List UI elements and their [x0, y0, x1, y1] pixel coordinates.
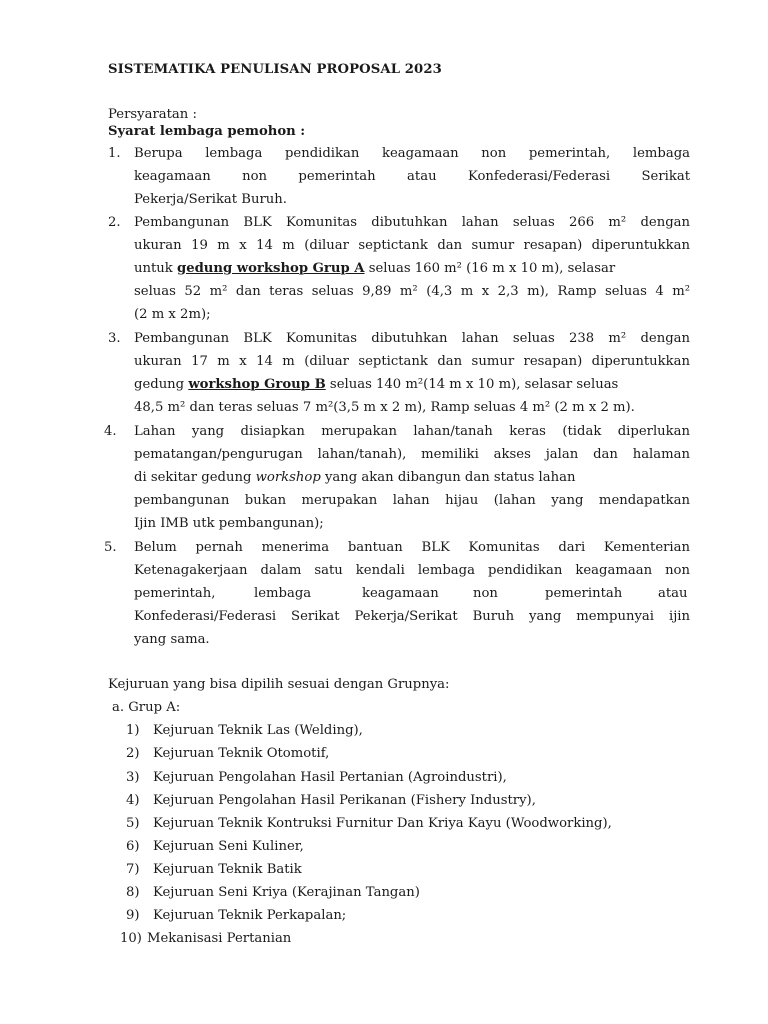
item-line: Pekerja/Serikat Buruh.	[134, 192, 287, 207]
item-line: keagamaan non pemerintah atau Konfederasi/Federasi Serikat	[134, 169, 690, 184]
list-number: 8)	[126, 885, 140, 900]
list-number: 4)	[126, 793, 140, 808]
item-line	[134, 377, 690, 393]
list-number: 10)	[120, 931, 142, 946]
item-line: seluas 52 m² dan teras seluas 9,89 m² (4,3 m x 2,3 m), Ramp seluas 4 m²	[134, 284, 690, 299]
item-word: keagamaan	[362, 586, 439, 601]
item-line	[134, 261, 690, 277]
list-number: 6)	[126, 839, 140, 854]
item-line: 48,5 m² dan teras seluas 7 m²(3,5 m x 2 m), Ramp seluas 4 m² (2 m x 2 m).	[134, 400, 635, 415]
item-line-post: seluas 160 m² (16 m x 10 m), selasar	[364, 261, 616, 276]
item-line	[134, 470, 690, 486]
item-line: Pembangunan BLK Komunitas dibutuhkan lahan seluas 266 m² dengan	[134, 215, 690, 230]
item-line: yang sama.	[134, 632, 210, 647]
item-line: pembangunan bukan merupakan lahan hijau (lahan yang mendapatkan	[134, 493, 690, 508]
list-number: 1)	[126, 723, 140, 738]
list-item: Kejuruan Teknik Perkapalan;	[153, 908, 347, 923]
list-number: 7)	[126, 862, 140, 877]
item-line-pre: gedung	[134, 377, 189, 392]
item-number: 1.	[108, 146, 121, 161]
workshop-group-b: workshop Group B	[188, 377, 326, 392]
item-line: Lahan yang disiapkan merupakan lahan/tanah keras (tidak diperlukan	[134, 424, 690, 439]
item-line: ukuran 19 m x 14 m (diluar septictank dan sumur resapan) diperuntukkan	[134, 238, 690, 253]
item-word: pemerintah	[545, 586, 623, 601]
item-line: Pembangunan BLK Komunitas dibutuhkan lahan seluas 238 m² dengan	[134, 331, 690, 346]
item-number: 4.	[104, 424, 117, 439]
item-line: Konfederasi/Federasi Serikat Pekerja/Serikat Buruh yang mempunyai ijin	[134, 609, 690, 624]
group-a-label: a. Grup A:	[112, 700, 181, 715]
item-word: lembaga	[254, 586, 312, 601]
list-item: Kejuruan Teknik Otomotif,	[153, 746, 330, 761]
list-item: Kejuruan Pengolahan Hasil Pertanian (Agroindustri),	[153, 770, 507, 785]
item-line: Ketenagakerjaan dalam satu kendali lembaga pendidikan keagamaan non	[134, 563, 690, 578]
item-word: non	[473, 586, 498, 601]
list-item: Kejuruan Teknik Kontruksi Furnitur Dan Kriya Kayu (Woodworking),	[153, 816, 612, 831]
workshop-group-a: gedung workshop Grup A	[176, 261, 365, 276]
list-item: Kejuruan Seni Kuliner,	[153, 839, 304, 854]
item-word: pemerintah,	[134, 586, 216, 601]
item-line-pre: di sekitar gedung	[134, 470, 256, 485]
workshop-italic: workshop	[255, 470, 321, 485]
list-item: Kejuruan Teknik Las (Welding),	[153, 723, 363, 738]
list-number: 5)	[126, 816, 140, 831]
list-item: Mekanisasi Pertanian	[147, 931, 292, 946]
item-number: 3.	[108, 331, 121, 346]
item-line: Ijin IMB utk pembangunan);	[134, 516, 324, 531]
item-line-pre: untuk	[134, 261, 177, 276]
list-item: Kejuruan Seni Kriya (Kerajinan Tangan)	[153, 885, 420, 900]
item-word: atau	[658, 586, 688, 601]
item-line: Berupa lembaga pendidikan keagamaan non pemerintah, lembaga	[134, 146, 690, 161]
institution-heading: Syarat lembaga pemohon :	[108, 124, 306, 139]
requirements-label: Persyaratan :	[108, 107, 197, 122]
page-title: SISTEMATIKA PENULISAN PROPOSAL 2023	[108, 62, 442, 77]
list-number: 3)	[126, 770, 140, 785]
list-number: 9)	[126, 908, 140, 923]
item-number: 5.	[104, 540, 117, 555]
item-line: pematangan/pengurugan lahan/tanah), memiliki akses jalan dan halaman	[134, 447, 690, 462]
item-line: ukuran 17 m x 14 m (diluar septictank dan sumur resapan) diperuntukkan	[134, 354, 690, 369]
vocations-intro: Kejuruan yang bisa dipilih sesuai dengan Grupnya:	[108, 677, 450, 692]
item-line: Belum pernah menerima bantuan BLK Komunitas dari Kementerian	[134, 540, 690, 555]
item-number: 2.	[108, 215, 121, 230]
list-number: 2)	[126, 746, 140, 761]
item-line: (2 m x 2m);	[134, 307, 211, 322]
item-line-post: seluas 140 m²(14 m x 10 m), selasar seluas	[325, 377, 619, 392]
item-line-post: yang akan dibangun dan status lahan	[320, 470, 576, 485]
list-item: Kejuruan Teknik Batik	[153, 862, 302, 877]
list-item: Kejuruan Pengolahan Hasil Perikanan (Fishery Industry),	[153, 793, 536, 808]
